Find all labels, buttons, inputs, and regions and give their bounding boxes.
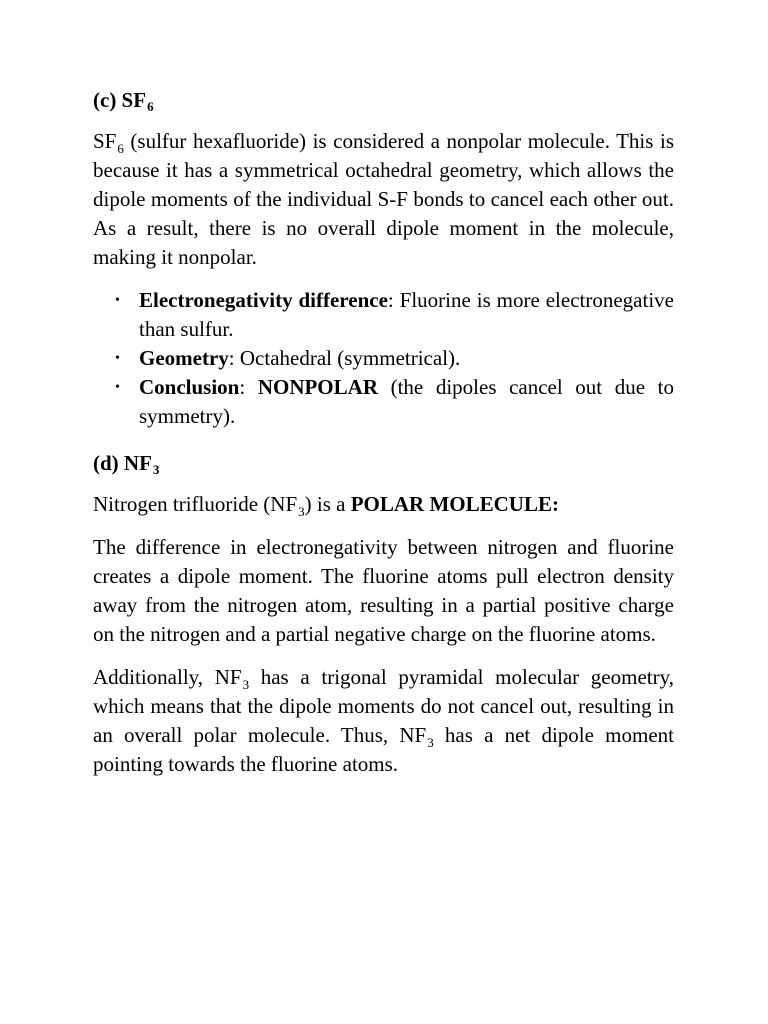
bullet-label: Electronegativity difference (139, 288, 388, 312)
section-d-paragraph-2: The difference in electronegativity between nitrogen and fluorine creates a dipole moment. The fluorine atoms pull electron density away from the nitrogen atom, resulting in a partial positive charge on the nitrogen and a partial negative charge on the fluorine atoms. (93, 535, 674, 646)
section-d-intro (93, 490, 674, 519)
section-c-heading-subscript: 6 (147, 99, 154, 114)
section-c-paragraph (93, 127, 674, 272)
section-c-heading-text: (c) SF (93, 88, 147, 112)
list-item (115, 373, 674, 431)
document-page (93, 86, 674, 793)
section-d-heading-subscript: 3 (152, 462, 160, 477)
nf3-subscript: 3 (427, 735, 434, 750)
intro-text: Nitrogen trifluoride (NF (93, 492, 298, 516)
list-item (115, 344, 674, 373)
bullet-text: : (239, 375, 258, 399)
paragraph-3-text-b: has a trigonal pyramidal molecular geometry, which means that the dipole moments do not cancel out, resulting in an overall polar molecule. Thus, NF (93, 665, 674, 747)
bullet-text-continued: (the dipoles cancel out due to symmetry). (139, 375, 674, 428)
paragraph-3-text-a: Additionally, NF (93, 665, 242, 689)
paragraph-3-text-c: has a net dipole moment pointing towards the fluorine atoms. (93, 723, 674, 776)
list-item (115, 286, 674, 344)
polar-molecule-label: POLAR MOLECULE: (350, 492, 559, 516)
bullet-emphasis: NONPOLAR (257, 375, 378, 399)
bullet-label: Conclusion (139, 375, 240, 399)
bullet-marker: • (115, 380, 120, 395)
section-c-bullet-list (93, 286, 674, 431)
bullet-label: Geometry (139, 346, 229, 370)
section-c-paragraph-text: (sulfur hexafluoride) is considered a nonpolar molecule. This is because it has a symmetrical octahedral geometry, which allows the dipole moments of the individual S-F bonds to cancel each other out. As a result, there is no overall dipole moment in the molecule, making it nonpolar. (93, 129, 674, 269)
section-d-paragraph-3 (93, 663, 674, 779)
section-d-heading (93, 449, 674, 478)
sf6-formula: SF (93, 129, 117, 153)
bullet-marker: • (115, 351, 120, 366)
bullet-marker: • (115, 293, 120, 308)
intro-text-continued: ) is a (304, 492, 351, 516)
section-c-heading (93, 86, 674, 115)
section-d-heading-text: (d) NF (93, 451, 152, 475)
bullet-text: : Octahedral (symmetrical). (228, 346, 461, 370)
sf6-subscript: 6 (117, 141, 124, 156)
bullet-text: : Fluorine is more electronegative than sulfur. (139, 288, 674, 341)
nf3-subscript: 3 (298, 504, 305, 519)
nf3-subscript: 3 (242, 677, 250, 692)
